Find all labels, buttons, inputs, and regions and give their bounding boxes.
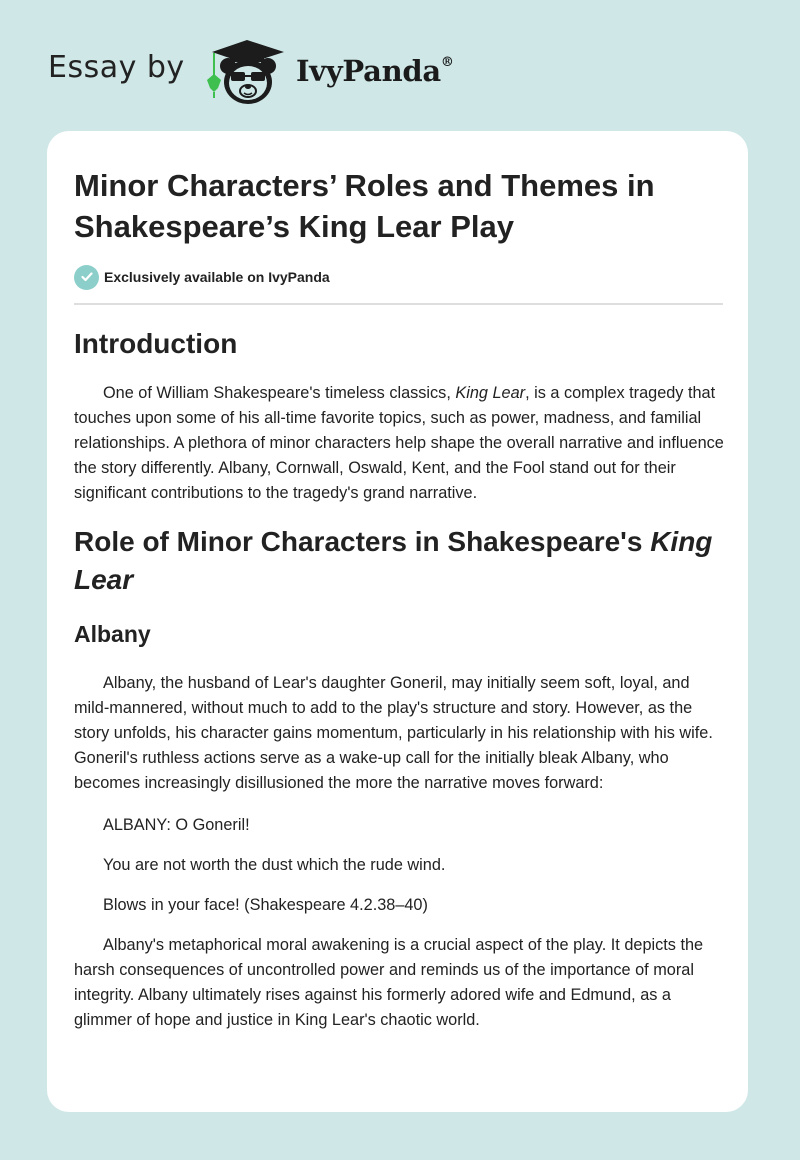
page-title: Minor Characters’ Roles and Themes in Shakespeare’s King Lear Play [74, 168, 655, 244]
article-body [74, 325, 724, 1033]
registered-mark: ® [440, 55, 454, 71]
quote-line: Blows in your face! (Shakespeare 4.2.38–40) [103, 896, 428, 914]
albany-paragraph-1: Albany, the husband of Lear's daughter Goneril, may initially seem soft, loyal, and mild-mannered, without much to add to the play's structure and story. However, as the story unfolds, his character gains momentum, particularly in his relationship with his wife. Goneril's ruthless actions serve as a wake-up call for the initially bleak Albany, who becomes increasingly disillusioned the more the narrative moves forward: [74, 674, 713, 792]
role-heading-text: Role of Minor Characters in Shakespeare's [74, 526, 651, 557]
panda-graduate-icon[interactable] [202, 36, 292, 108]
brand-name: IvyPanda [296, 54, 441, 88]
intro-text-start: One of William Shakespeare's timeless classics, [103, 384, 456, 402]
intro-text-end: , is a complex tragedy that touches upon some of his all-time favorite topics, such as power, madness, and familial relationships. A plethora of minor characters help shape the overall narrative and influence the story differently. Albany, Cornwall, Oswald, Kent, and the Fool stand out for their significant contributions to the tragedy's grand narrative. [74, 384, 724, 502]
quote-line: ALBANY: O Goneril! [103, 816, 250, 834]
exclusive-badge [74, 264, 330, 290]
heading-albany: Albany [74, 621, 151, 647]
intro-paragraph [74, 381, 724, 506]
essay-card [47, 131, 748, 1112]
check-circle-icon [74, 265, 99, 290]
intro-italic-title: King Lear [455, 384, 526, 402]
divider [74, 303, 723, 305]
quote-line: You are not worth the dust which the rude wind. [103, 856, 446, 874]
brand-logo-text[interactable] [296, 54, 454, 88]
essay-by-label: Essay by [48, 50, 185, 85]
site-header [0, 0, 800, 130]
heading-introduction: Introduction [74, 328, 238, 359]
albany-paragraph-2: Albany's metaphorical moral awakening is a crucial aspect of the play. It depicts the harsh consequences of uncontrolled power and reminds us of the importance of moral integrity. Albany ultimately rises against his formerly adored wife and Edmund, as a glimmer of hope and justice in King Lear's chaotic world. [74, 936, 704, 1029]
heading-role-of-minor-characters [74, 523, 724, 599]
exclusive-badge-text: Exclusively available on IvyPanda [104, 269, 330, 285]
role-heading-italic: King Lear [74, 526, 713, 595]
